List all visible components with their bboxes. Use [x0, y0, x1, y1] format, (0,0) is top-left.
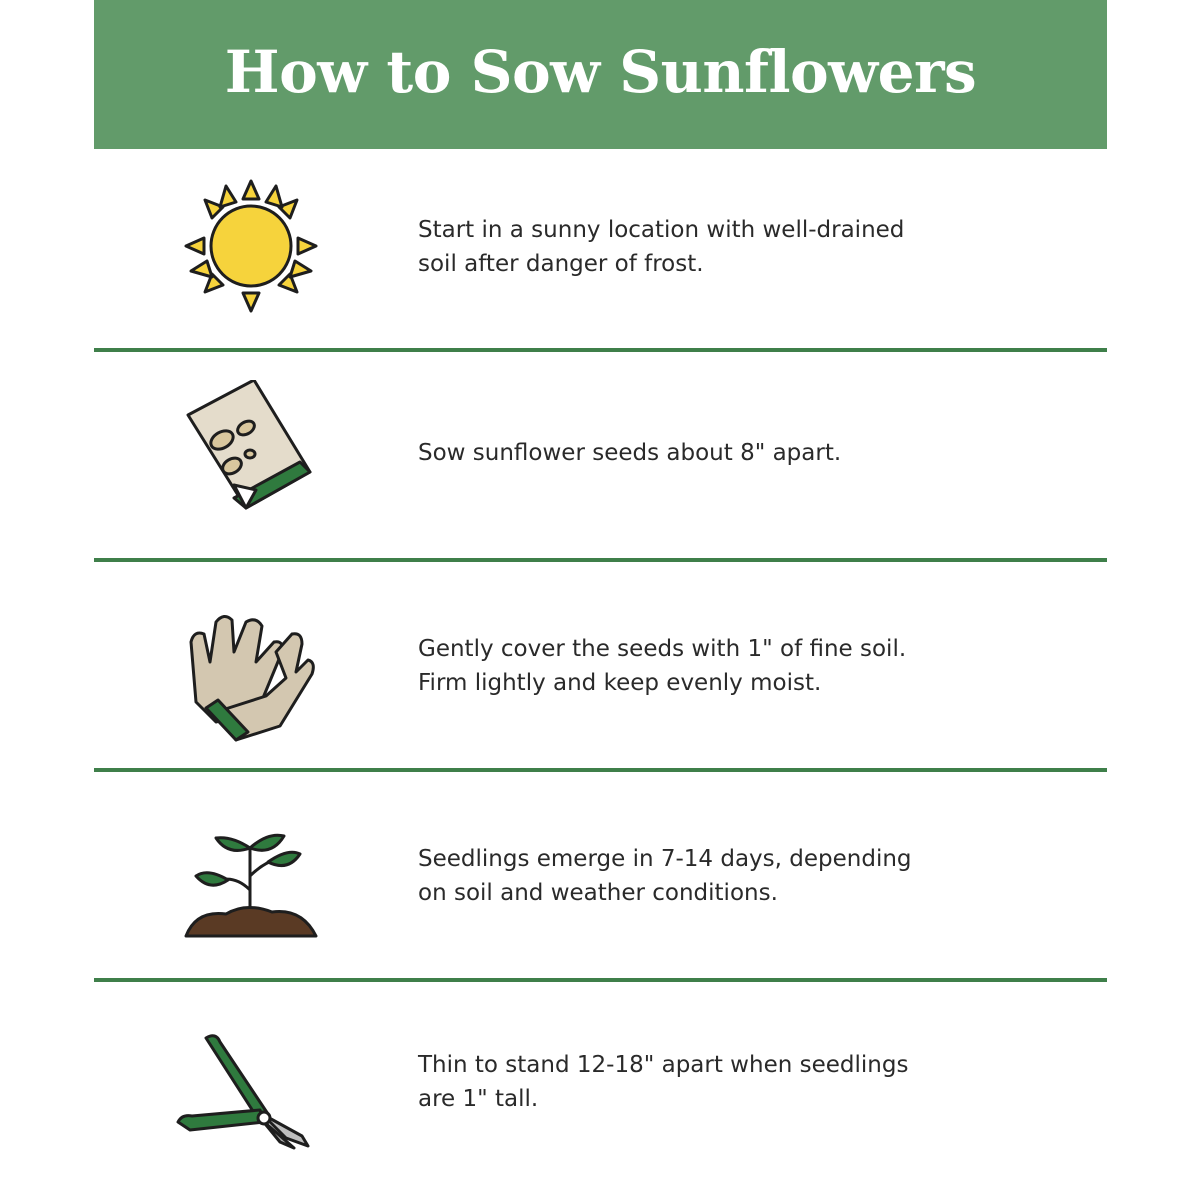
step-item-shears	[94, 982, 1107, 1200]
seedling-icon	[176, 806, 326, 956]
step-item-sun	[94, 149, 1107, 348]
step-text: Sow sunflower seeds about 8" apart.	[418, 440, 842, 466]
step-text: Thin to stand 12-18" apart when seedlings are 1" tall.	[418, 1052, 909, 1112]
page-title: How to Sow Sunflowers	[224, 37, 977, 106]
step-text: Seedlings emerge in 7-14 days, depending on soil and weather conditions.	[418, 846, 912, 906]
step-text: Gently cover the seeds with 1" of fine soil. Firm lightly and keep evenly moist.	[418, 636, 907, 696]
step-text: Start in a sunny location with well-drained soil after danger of frost.	[418, 217, 905, 277]
pruning-shears-icon	[176, 1018, 326, 1168]
step-item-gloves	[94, 562, 1107, 768]
instruction-card	[94, 0, 1107, 1200]
sun-icon	[176, 171, 326, 321]
title-banner	[94, 0, 1107, 149]
step-item-seeds	[94, 352, 1107, 558]
step-item-seedling	[94, 772, 1107, 978]
gloves-icon	[176, 592, 326, 742]
seed-packet-icon	[176, 380, 326, 530]
